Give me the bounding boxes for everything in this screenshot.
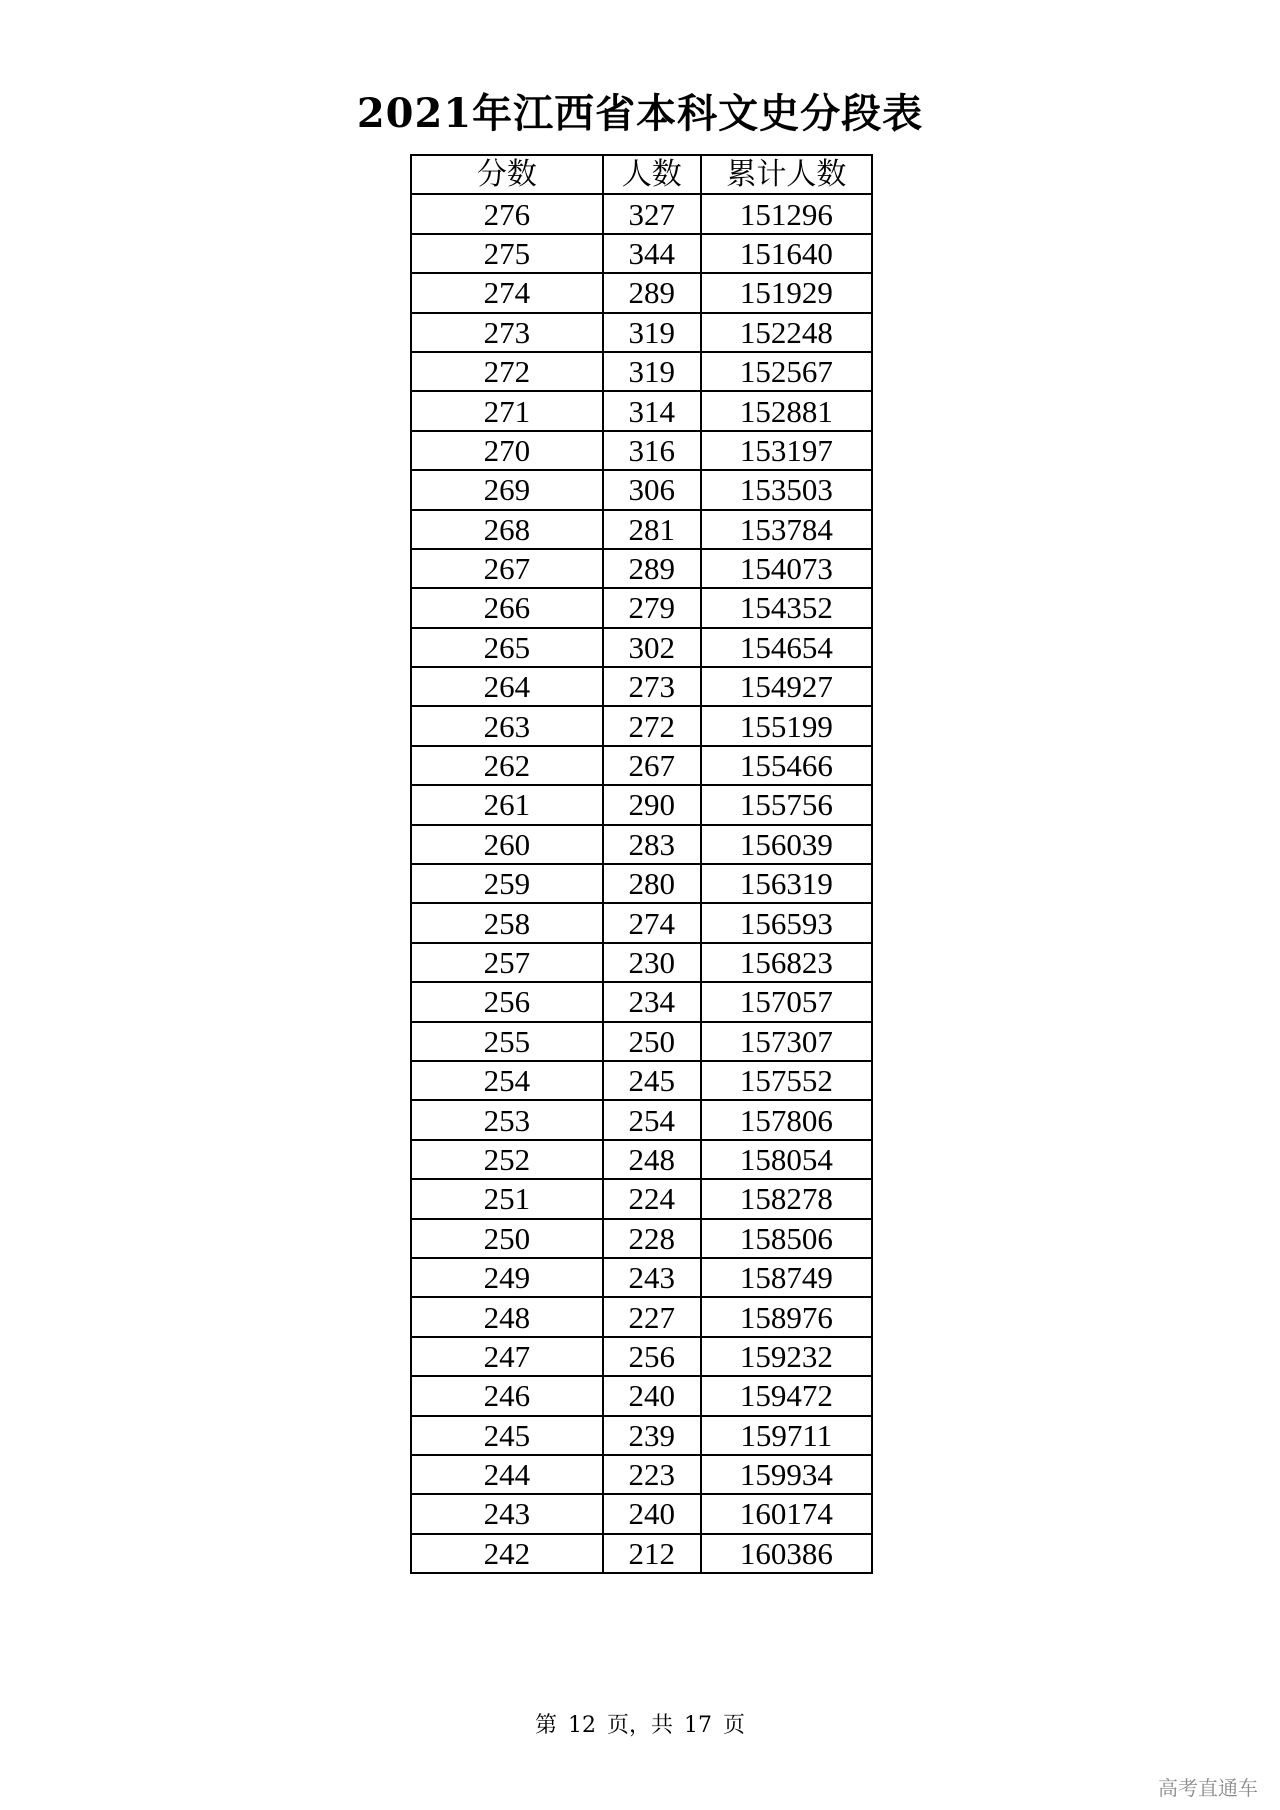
table-row (411, 313, 872, 352)
cell-count: 327 (603, 194, 701, 233)
table-row (411, 352, 872, 391)
cell-score: 250 (411, 1219, 603, 1258)
cell-cumulative: 151640 (701, 234, 872, 273)
table-row (411, 510, 872, 549)
table-row (411, 1534, 872, 1573)
cell-score: 268 (411, 510, 603, 549)
cell-cumulative: 152248 (701, 313, 872, 352)
table-row (411, 706, 872, 745)
cell-count: 281 (603, 510, 701, 549)
table-row (411, 943, 872, 982)
cell-count: 273 (603, 667, 701, 706)
cell-count: 279 (603, 588, 701, 627)
cell-cumulative: 160386 (701, 1534, 872, 1573)
cell-count: 306 (603, 470, 701, 509)
cell-score: 272 (411, 352, 603, 391)
cell-cumulative: 153784 (701, 510, 872, 549)
cell-score: 255 (411, 1022, 603, 1061)
cell-count: 230 (603, 943, 701, 982)
table-row (411, 667, 872, 706)
cell-cumulative: 159472 (701, 1376, 872, 1415)
table-row (411, 1455, 872, 1494)
table-row (411, 746, 872, 785)
cell-count: 254 (603, 1100, 701, 1139)
cell-count: 239 (603, 1416, 701, 1455)
cell-cumulative: 156593 (701, 903, 872, 942)
table-body (411, 194, 872, 1573)
page-footer: 第 12 页，共 17 页 (535, 1713, 745, 1738)
cell-score: 257 (411, 943, 603, 982)
table-row (411, 588, 872, 627)
cell-count: 224 (603, 1179, 701, 1218)
cell-score: 269 (411, 470, 603, 509)
cell-count: 314 (603, 391, 701, 430)
table-row (411, 1494, 872, 1533)
cell-score: 252 (411, 1140, 603, 1179)
cell-score: 262 (411, 746, 603, 785)
cell-count: 240 (603, 1494, 701, 1533)
table-row (411, 1337, 872, 1376)
cell-cumulative: 157806 (701, 1100, 872, 1139)
table-row (411, 825, 872, 864)
cell-count: 245 (603, 1061, 701, 1100)
table-row (411, 785, 872, 824)
cell-score: 267 (411, 549, 603, 588)
table-row (411, 1416, 872, 1455)
cell-count: 272 (603, 706, 701, 745)
cell-cumulative: 158278 (701, 1179, 872, 1218)
cell-cumulative: 156823 (701, 943, 872, 982)
cell-score: 244 (411, 1455, 603, 1494)
cell-cumulative: 154352 (701, 588, 872, 627)
header-cumulative: 累计人数 (701, 155, 872, 194)
table-row (411, 628, 872, 667)
cell-count: 227 (603, 1297, 701, 1336)
cell-cumulative: 156319 (701, 864, 872, 903)
cell-count: 223 (603, 1455, 701, 1494)
table-row (411, 1022, 872, 1061)
page-title: 2021年江西省本科文史分段表 (356, 90, 924, 137)
table-row (411, 1100, 872, 1139)
cell-score: 276 (411, 194, 603, 233)
table-row (411, 1140, 872, 1179)
cell-cumulative: 154073 (701, 549, 872, 588)
table-row (411, 549, 872, 588)
cell-count: 289 (603, 549, 701, 588)
cell-cumulative: 155466 (701, 746, 872, 785)
cell-cumulative: 151296 (701, 194, 872, 233)
cell-cumulative: 156039 (701, 825, 872, 864)
cell-count: 243 (603, 1258, 701, 1297)
cell-score: 246 (411, 1376, 603, 1415)
table-row (411, 1258, 872, 1297)
cell-score: 242 (411, 1534, 603, 1573)
table-header-row (411, 155, 872, 194)
table-row (411, 1179, 872, 1218)
cell-cumulative: 153197 (701, 431, 872, 470)
cell-score: 248 (411, 1297, 603, 1336)
table-row (411, 391, 872, 430)
cell-cumulative: 158506 (701, 1219, 872, 1258)
cell-count: 280 (603, 864, 701, 903)
cell-score: 266 (411, 588, 603, 627)
cell-score: 256 (411, 982, 603, 1021)
cell-score: 247 (411, 1337, 603, 1376)
cell-score: 259 (411, 864, 603, 903)
cell-score: 254 (411, 1061, 603, 1100)
cell-cumulative: 160174 (701, 1494, 872, 1533)
cell-cumulative: 157057 (701, 982, 872, 1021)
cell-score: 275 (411, 234, 603, 273)
cell-score: 249 (411, 1258, 603, 1297)
cell-cumulative: 158054 (701, 1140, 872, 1179)
cell-score: 261 (411, 785, 603, 824)
table-row (411, 194, 872, 233)
cell-score: 271 (411, 391, 603, 430)
cell-score: 253 (411, 1100, 603, 1139)
cell-cumulative: 159232 (701, 1337, 872, 1376)
table-row (411, 470, 872, 509)
cell-count: 250 (603, 1022, 701, 1061)
cell-count: 302 (603, 628, 701, 667)
table-row (411, 982, 872, 1021)
cell-score: 263 (411, 706, 603, 745)
table-row (411, 1219, 872, 1258)
cell-count: 267 (603, 746, 701, 785)
cell-count: 256 (603, 1337, 701, 1376)
cell-count: 240 (603, 1376, 701, 1415)
cell-count: 290 (603, 785, 701, 824)
table-row (411, 1061, 872, 1100)
watermark: 高考直通车 (1158, 1776, 1258, 1800)
cell-score: 260 (411, 825, 603, 864)
cell-cumulative: 151929 (701, 273, 872, 312)
cell-score: 264 (411, 667, 603, 706)
table-row (411, 864, 872, 903)
table-row (411, 903, 872, 942)
cell-cumulative: 159711 (701, 1416, 872, 1455)
cell-count: 234 (603, 982, 701, 1021)
cell-count: 316 (603, 431, 701, 470)
cell-score: 243 (411, 1494, 603, 1533)
score-table (410, 154, 873, 1574)
cell-cumulative: 157552 (701, 1061, 872, 1100)
cell-cumulative: 157307 (701, 1022, 872, 1061)
header-score: 分数 (411, 155, 603, 194)
cell-cumulative: 152881 (701, 391, 872, 430)
cell-score: 258 (411, 903, 603, 942)
cell-score: 274 (411, 273, 603, 312)
cell-cumulative: 158749 (701, 1258, 872, 1297)
cell-count: 289 (603, 273, 701, 312)
header-count: 人数 (603, 155, 701, 194)
cell-score: 251 (411, 1179, 603, 1218)
cell-score: 245 (411, 1416, 603, 1455)
cell-count: 319 (603, 313, 701, 352)
cell-count: 319 (603, 352, 701, 391)
cell-count: 212 (603, 1534, 701, 1573)
cell-cumulative: 154927 (701, 667, 872, 706)
table-row (411, 234, 872, 273)
cell-score: 273 (411, 313, 603, 352)
cell-cumulative: 152567 (701, 352, 872, 391)
cell-cumulative: 153503 (701, 470, 872, 509)
cell-cumulative: 155199 (701, 706, 872, 745)
table-row (411, 431, 872, 470)
cell-cumulative: 158976 (701, 1297, 872, 1336)
cell-score: 270 (411, 431, 603, 470)
cell-count: 344 (603, 234, 701, 273)
cell-count: 283 (603, 825, 701, 864)
cell-score: 265 (411, 628, 603, 667)
cell-cumulative: 155756 (701, 785, 872, 824)
cell-count: 274 (603, 903, 701, 942)
table-row (411, 273, 872, 312)
table-row (411, 1297, 872, 1336)
table-row (411, 1376, 872, 1415)
cell-cumulative: 154654 (701, 628, 872, 667)
cell-cumulative: 159934 (701, 1455, 872, 1494)
cell-count: 248 (603, 1140, 701, 1179)
cell-count: 228 (603, 1219, 701, 1258)
